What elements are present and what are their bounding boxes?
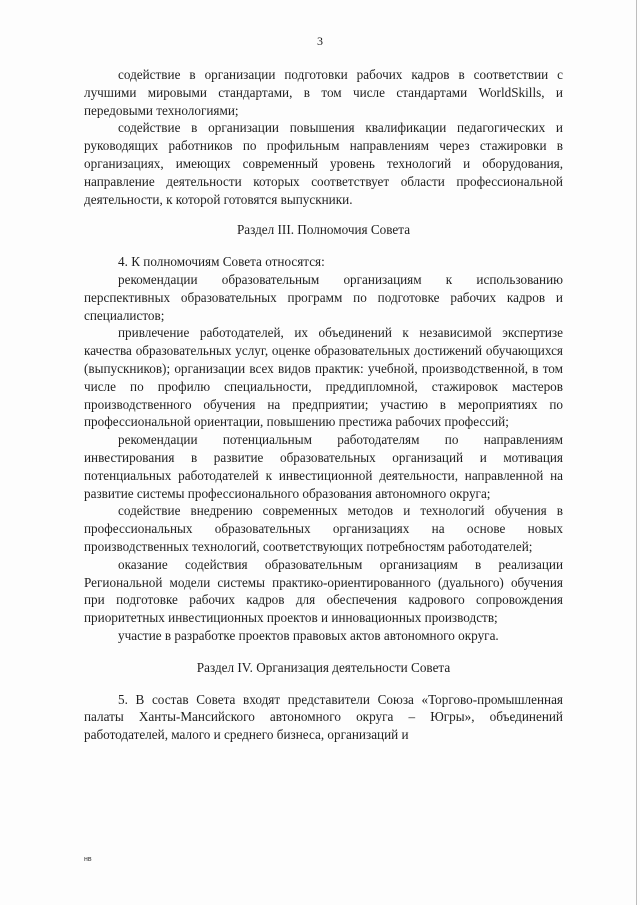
paragraph: привлечение работодателей, их объединений к независимой экспертизе качества образовательных услуг, оценке образовательных достижений обучающихся (выпускников); организации всех видов практик: учебной, производственной, в том числе по профилю специальности, преддипломной, стажировок мастеров производственного обучения на предприятии; участию в мероприятиях по профессиональной ориентации, повышению престижа рабочих профессий; [84, 325, 563, 430]
document-body [84, 66, 563, 744]
paragraph: содействие в организации подготовки рабочих кадров в соответствии с лучшими мировыми стандартами, в том числе стандартами WorldSkills, и передовыми технологиями; [84, 67, 563, 118]
section-heading-4: Раздел IV. Организация деятельности Совета [196, 659, 451, 675]
paragraph: 4. К полномочиям Совета относятся: [118, 254, 325, 270]
footer-mark: нв [84, 856, 92, 863]
paragraph: содействие внедрению современных методов и технологий обучения в профессиональных образовательных организациях на основе новых производственных технологий, соответствующих потребностям работодателей; [84, 503, 563, 554]
paragraph: 5. В состав Совета входят представители Союза «Торгово-промышленная палаты Ханты-Мансийского автономного округа – Югры», объединений работодателей, малого и среднего бизнеса, организаций и [84, 691, 563, 743]
page-number: 3 [317, 34, 323, 48]
paragraph: участие в разработке проектов правовых актов автономного округа. [118, 627, 499, 643]
scan-edge-line [636, 0, 637, 905]
paragraph: рекомендации образовательным организациям к использованию перспективных образовательных программ по подготовке рабочих кадров и специалистов; [84, 271, 563, 323]
section-heading-3: Раздел III. Полномочия Совета [236, 222, 411, 238]
paragraph: рекомендации потенциальным работодателям по направлениям инвестирования в развитие образовательных организаций и мотивация потенциальных работодателей к инвестиционной деятельности, направленной на развитие системы профессионального образования автономного округа; [84, 432, 563, 501]
paragraph: содействие в организации повышения квалификации педагогических и руководящих работников по профильным направлениям через стажировки в организациях, имеющих современный уровень технологий и оборудования, направление деятельности которых соответствует области профессиональной деятельности, к которой готовятся выпускники. [84, 120, 563, 207]
paragraph: оказание содействия образовательным организациям в реализации Региональной модели системы практико-ориентированного (дуального) обучения при подготовке рабочих кадров для обеспечения кадрового сопровождения приоритетных инвестиционных проектов и инновационных производств; [84, 556, 563, 626]
